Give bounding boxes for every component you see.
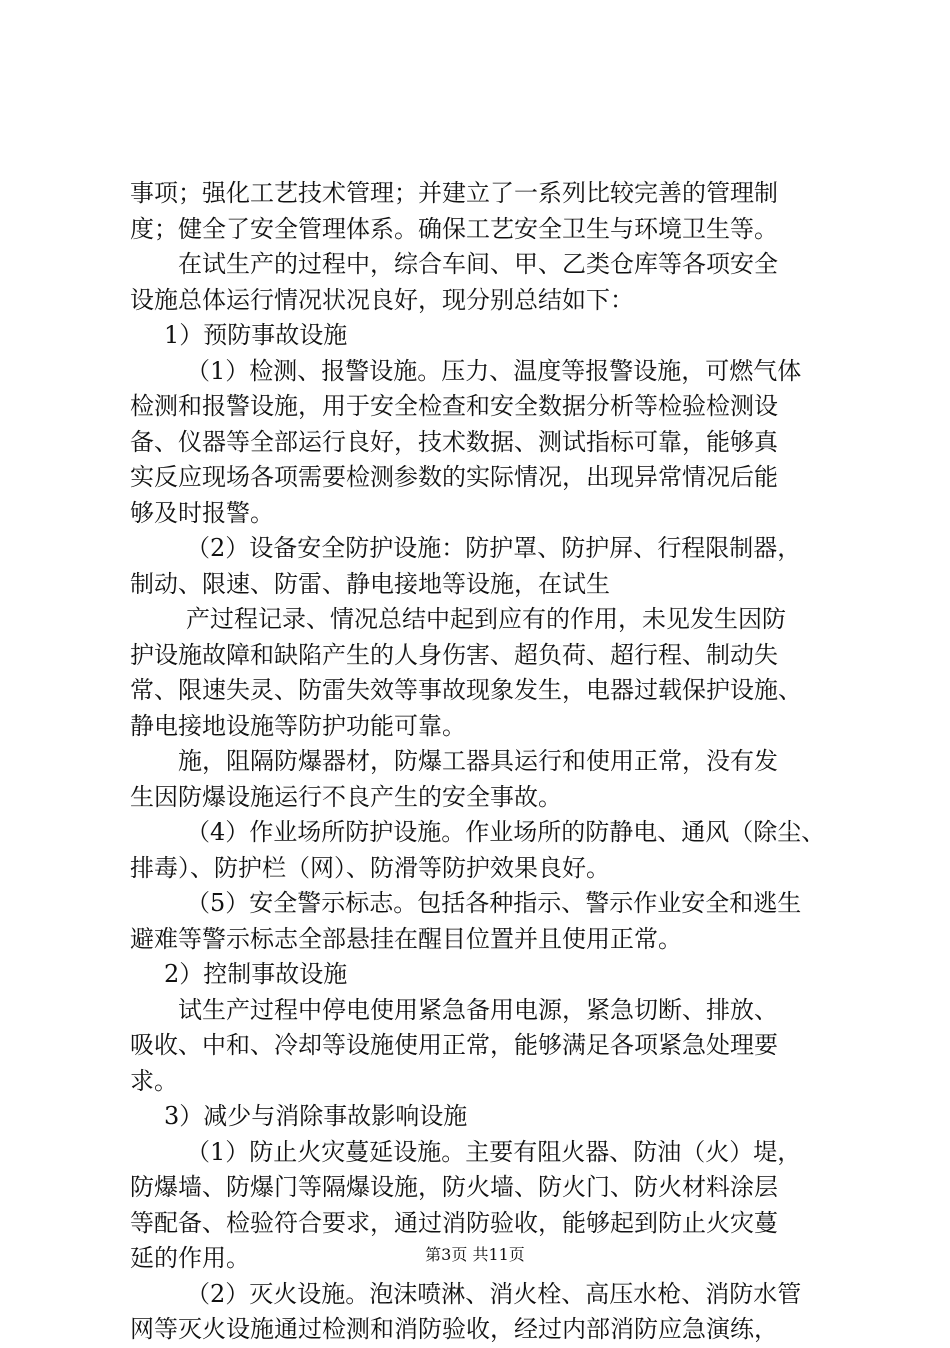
text-line: 在试生产的过程中，综合车间、甲、乙类仓库等各项安全 bbox=[178, 250, 778, 278]
text-line: 检测和报警设施，用于安全检查和安全数据分析等检验检测设 bbox=[130, 392, 778, 420]
text-line: 够及时报警。 bbox=[130, 498, 274, 527]
text-line: 度；健全了安全管理体系。确保工艺安全卫生与环境卫生等。 bbox=[130, 214, 778, 243]
text-line: （4）作业场所防护设施。作业场所的防静电、通风（除尘、 bbox=[186, 818, 826, 846]
text-line: 吸收、中和、冷却等设施使用正常，能够满足各项紧急处理要 bbox=[130, 1031, 778, 1059]
body-text bbox=[130, 176, 840, 1348]
text-line: 生因防爆设施运行不良产生的安全事故。 bbox=[130, 782, 562, 811]
text-line: 常、限速失灵、防雷失效等事故现象发生，电器过载保护设施、 bbox=[130, 676, 802, 704]
text-line: 试生产过程中停电使用紧急备用电源，紧急切断、排放、 bbox=[178, 995, 778, 1024]
text-line: 求。 bbox=[130, 1066, 178, 1095]
text-line: （2）设备安全防护设施：防护罩、防护屏、行程限制器， bbox=[186, 534, 802, 562]
text-line: （2）灭火设施。泡沫喷淋、消火栓、高压水枪、消防水管 bbox=[186, 1279, 802, 1308]
section-heading: 2）控制事故设施 bbox=[164, 960, 348, 988]
text-line: 延的作用。 bbox=[130, 1244, 250, 1272]
text-line: 备、仪器等全部运行良好，技术数据、测试指标可靠，能够真 bbox=[130, 427, 778, 456]
page-footer: 第3页 共11页 bbox=[425, 1245, 525, 1264]
text-line: 网等灭火设施通过检测和消防验收，经过内部消防应急演练， bbox=[130, 1315, 778, 1343]
text-line: 等配备、检验符合要求，通过消防验收，能够起到防止火灾蔓 bbox=[130, 1208, 778, 1237]
text-line: （5）安全警示标志。包括各种指示、警示作业安全和逃生 bbox=[186, 889, 802, 917]
text-line: 设施总体运行情况状况良好，现分别总结如下： bbox=[130, 285, 634, 314]
text-line: （1）检测、报警设施。压力、温度等报警设施，可燃气体 bbox=[186, 356, 802, 385]
text-line: 制动、限速、防雷、静电接地等设施，在试生 bbox=[130, 569, 610, 598]
text-line: 排毒）、防护栏（网）、防滑等防护效果良好。 bbox=[130, 853, 610, 882]
text-line: 静电接地设施等防护功能可靠。 bbox=[130, 711, 466, 740]
text-line: 实反应现场各项需要检测参数的实际情况，出现异常情况后能 bbox=[130, 463, 778, 491]
text-line: （1）防止火灾蔓延设施。主要有阻火器、防油（火）堤， bbox=[186, 1137, 802, 1166]
text-line: 避难等警示标志全部悬挂在醒目位置并且使用正常。 bbox=[130, 924, 682, 953]
text-line: 施，阻隔防爆器材，防爆工器具运行和使用正常，没有发 bbox=[178, 747, 778, 775]
text-line: 事项；强化工艺技术管理；并建立了一系列比较完善的管理制 bbox=[130, 179, 778, 207]
section-heading: 1）预防事故设施 bbox=[164, 321, 348, 349]
text-line: 产过程记录、情况总结中起到应有的作用，未见发生因防 bbox=[186, 605, 786, 633]
text-line: 护设施故障和缺陷产生的人身伤害、超负荷、超行程、制动失 bbox=[130, 640, 778, 669]
section-heading: 3）减少与消除事故影响设施 bbox=[164, 1102, 468, 1130]
text-line: 防爆墙、防爆门等隔爆设施，防火墙、防火门、防火材料涂层 bbox=[130, 1173, 778, 1201]
